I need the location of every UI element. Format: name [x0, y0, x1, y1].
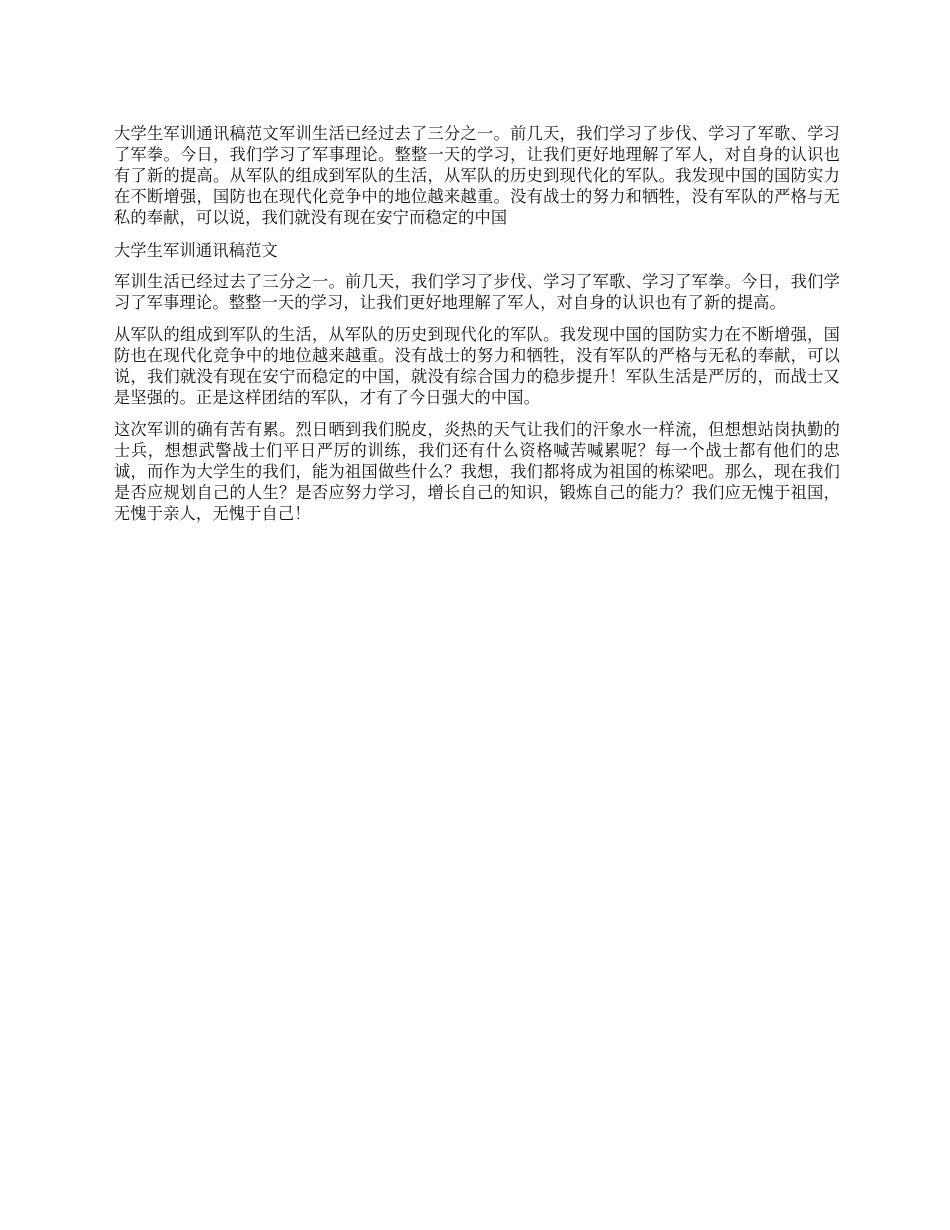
document-page [114, 124, 840, 524]
body-paragraph-1: 军训生活已经过去了三分之一。前几天，我们学习了步伐、学习了军歌、学习了军拳。今日，我们学习了军事理论。整整一天的学习，让我们更好地理解了军人，对自身的认识也有了新的提高。 [114, 272, 840, 313]
body-paragraph-2: 从军队的组成到军队的生活，从军队的历史到现代化的军队。我发现中国的国防实力在不断增强，国防也在现代化竞争中的地位越来越重。没有战士的努力和牺牲，没有军队的严格与无私的奉献，可以说，我们就没有现在安宁而稳定的中国，就没有综合国力的稳步提升！军队生活是严厉的，而战士又是坚强的。正是这样团结的军队，才有了今日强大的中国。 [114, 325, 840, 407]
intro-paragraph: 大学生军训通讯稿范文军训生活已经过去了三分之一。前几天，我们学习了步伐、学习了军歌、学习了军拳。今日，我们学习了军事理论。整整一天的学习，让我们更好地理解了军人，对自身的认识也有了新的提高。从军队的组成到军队的生活，从军队的历史到现代化的军队。我发现中国的国防实力在不断增强，国防也在现代化竞争中的地位越来越重。没有战士的努力和牺牲，没有军队的严格与无私的奉献，可以说，我们就没有现在安宁而稳定的中国 [114, 124, 840, 227]
body-paragraph-3: 这次军训的确有苦有累。烈日晒到我们脱皮，炎热的天气让我们的汗象水一样流，但想想站岗执勤的士兵，想想武警战士们平日严厉的训练，我们还有什么资格喊苦喊累呢？每一个战士都有他们的忠诚，而作为大学生的我们，能为祖国做些什么？我想，我们都将成为祖国的栋梁吧。那么，现在我们是否应规划自己的人生？是否应努力学习，增长自己的知识，锻炼自己的能力？我们应无愧于祖国，无愧于亲人，无愧于自己！ [114, 419, 840, 523]
article-title: 大学生军训通讯稿范文 [114, 240, 278, 260]
